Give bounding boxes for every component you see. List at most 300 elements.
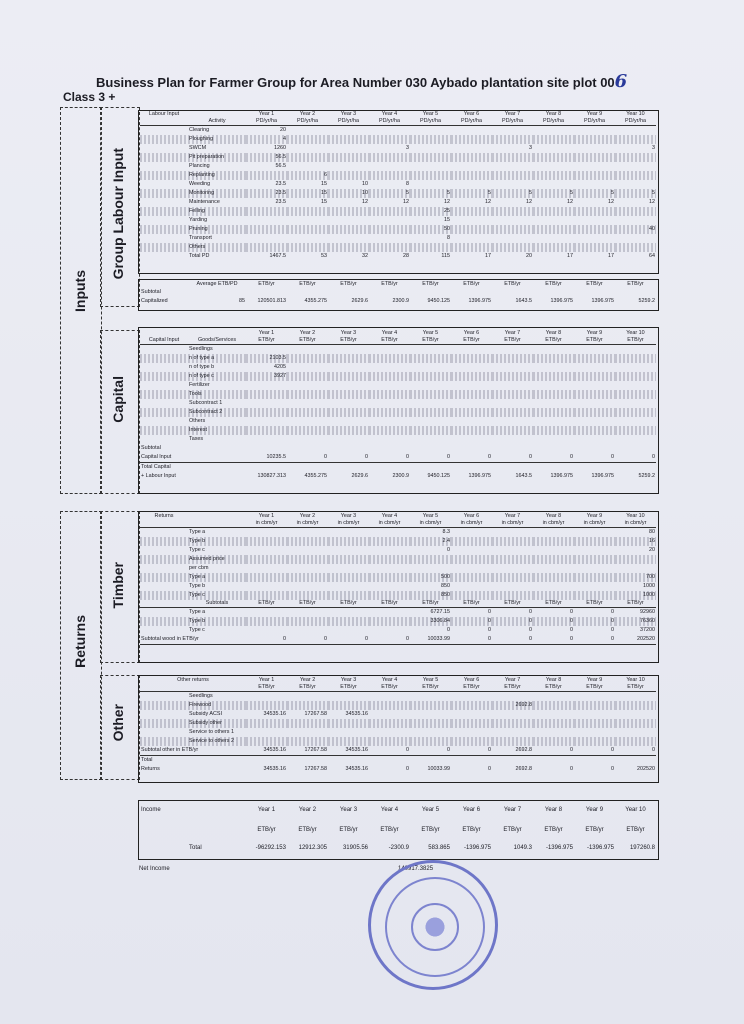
- unit-header: ETB/yr: [492, 337, 533, 345]
- unit-header: in cbm/yr: [615, 520, 656, 528]
- unit-header: ETB/yr: [369, 684, 410, 692]
- unit-header: in cbm/yr: [410, 520, 451, 528]
- value-cell: 10: [328, 189, 369, 198]
- year-header: Year 7: [503, 806, 522, 813]
- value-cell: 6: [287, 171, 328, 180]
- total-cell: 1396.975: [591, 473, 614, 479]
- value-cell: 20: [280, 127, 286, 133]
- table-row: [140, 435, 656, 444]
- row-label: Replanting: [188, 171, 246, 180]
- value-cell: [328, 135, 369, 144]
- value-cell: 17: [567, 253, 573, 259]
- value-cell: [533, 234, 574, 243]
- value-cell: [369, 701, 410, 710]
- value-cell: [451, 354, 492, 363]
- unit-header: PD/yr/ha: [615, 118, 656, 126]
- value-cell: [574, 537, 615, 546]
- value-cell: [246, 399, 287, 408]
- table-row: [140, 701, 656, 710]
- value-cell: [451, 363, 492, 372]
- value-cell: [410, 408, 451, 417]
- table-row: [140, 372, 656, 381]
- unit-header: PD/yr/ha: [246, 118, 287, 126]
- unit-header: ETB/yr: [574, 337, 615, 345]
- value-cell: [533, 243, 574, 252]
- income-table: [140, 803, 656, 853]
- value-cell: [287, 617, 328, 626]
- value-cell: [328, 417, 369, 426]
- year-header: Year 5: [422, 677, 439, 683]
- subtotal-cell: 10235.5: [246, 453, 287, 463]
- value-cell: [287, 692, 328, 702]
- year-header: Year 3: [340, 330, 357, 336]
- unit-header: PD/yr/ha: [492, 118, 533, 126]
- value-cell: [451, 417, 492, 426]
- timber-table: [140, 513, 656, 645]
- value-cell: [574, 528, 615, 538]
- value-cell: [533, 216, 574, 225]
- subtotal-cell: 0: [615, 746, 656, 756]
- row-label: SWCM: [189, 145, 207, 151]
- unit-header: in cbm/yr: [451, 520, 492, 528]
- year-header: Year 3: [340, 513, 357, 519]
- value-cell: [328, 555, 369, 564]
- value-cell: 0: [529, 609, 532, 615]
- value-cell: 64: [649, 253, 655, 259]
- value-cell: [246, 381, 287, 390]
- value-cell: [328, 171, 369, 180]
- value-cell: [369, 162, 410, 171]
- value-cell: [369, 135, 410, 144]
- value-cell: [410, 417, 451, 426]
- year-header: Year 8: [545, 513, 562, 519]
- value-cell: [410, 243, 451, 252]
- year-header: Year 7: [504, 330, 521, 336]
- total-cell: 34535.16: [345, 766, 369, 772]
- value-cell: 0: [488, 609, 491, 615]
- value-cell: [246, 216, 287, 225]
- value-cell: [287, 372, 328, 381]
- year-header: Year 7: [504, 677, 521, 683]
- table-row: [140, 171, 656, 180]
- value-cell: [492, 354, 533, 363]
- value-cell: [574, 207, 615, 216]
- value-cell: [410, 692, 451, 702]
- year-header: Year 3: [340, 677, 357, 683]
- value-cell: [369, 564, 410, 573]
- value-cell: [369, 426, 410, 435]
- row-label: Tools: [188, 390, 246, 399]
- table-row: [140, 399, 656, 408]
- returns-total-label: Returns: [141, 766, 160, 772]
- subtotal-cell: 2692.8: [492, 746, 533, 756]
- value-cell: 15: [444, 217, 450, 223]
- row-label: Others: [188, 243, 246, 252]
- subtotal-cell: 10033.99: [410, 635, 451, 645]
- value-cell: [451, 135, 492, 144]
- value-cell: [492, 381, 533, 390]
- value-cell: [574, 573, 615, 582]
- value-cell: 4: [246, 135, 287, 144]
- value-cell: [615, 372, 656, 381]
- value-cell: [410, 171, 451, 180]
- value-cell: [246, 537, 287, 546]
- subtotal-cell: 0: [533, 635, 574, 645]
- value-cell: [410, 162, 451, 171]
- value-cell: [492, 582, 533, 591]
- income-cell: 197260.8: [629, 845, 655, 851]
- value-cell: [492, 153, 533, 162]
- unit-header: in cbm/yr: [246, 520, 287, 528]
- value-cell: 15: [321, 199, 327, 205]
- unit-header: ETB/yr: [381, 281, 398, 287]
- value-cell: [246, 207, 287, 216]
- subtotal-cell: 0: [615, 453, 656, 463]
- row-label: Service to others 2: [188, 737, 246, 746]
- unit-header: ETB/yr: [287, 337, 328, 345]
- value-cell: [533, 710, 574, 719]
- value-cell: [246, 417, 287, 426]
- unit-header: ETB/yr: [328, 684, 369, 692]
- value-cell: [533, 426, 574, 435]
- table-row: [140, 180, 656, 189]
- value-cell: [328, 390, 369, 399]
- subtotal-cell: 0: [287, 635, 328, 645]
- unit-header: ETB/yr: [246, 600, 287, 608]
- value-cell: 0: [447, 547, 450, 553]
- value-cell: [574, 234, 615, 243]
- avg-etb-value: 85: [239, 298, 245, 304]
- value-cell: [574, 564, 615, 573]
- value-cell: [246, 728, 287, 737]
- year-header: Year 10: [626, 111, 645, 117]
- value-cell: [410, 710, 451, 719]
- value-cell: [451, 390, 492, 399]
- table-row: [140, 144, 656, 153]
- year-header: Year 6: [462, 806, 481, 813]
- labour-subtotal-table: [140, 281, 656, 306]
- value-cell: [574, 381, 615, 390]
- value-cell: 12: [485, 199, 491, 205]
- value-cell: [533, 546, 574, 555]
- total-cell: 34535.16: [263, 766, 287, 772]
- unit-header: PD/yr/ha: [369, 118, 410, 126]
- table-row: [140, 216, 656, 225]
- value-cell: [369, 728, 410, 737]
- value-cell: [369, 216, 410, 225]
- value-cell: [533, 135, 574, 144]
- value-cell: [533, 435, 574, 444]
- value-cell: [287, 354, 328, 363]
- value-cell: [615, 126, 656, 136]
- subtotal-cell: 1396.975: [468, 298, 491, 304]
- total-cell: 4355.275: [304, 473, 327, 479]
- value-cell: [533, 582, 574, 591]
- row-label: Maintenance: [189, 199, 220, 205]
- value-cell: 32: [362, 253, 368, 259]
- subtotal-cell: 0: [328, 453, 369, 463]
- unit-header: ETB/yr: [615, 337, 656, 345]
- value-cell: [328, 537, 369, 546]
- value-cell: [451, 171, 492, 180]
- value-cell: [410, 728, 451, 737]
- subtotal-cell: 1643.5: [515, 298, 532, 304]
- value-cell: [615, 354, 656, 363]
- year-header: Year 7: [504, 111, 521, 117]
- value-cell: [287, 608, 328, 618]
- value-cell: [533, 207, 574, 216]
- table-row: [140, 153, 656, 162]
- value-cell: 115: [441, 253, 450, 259]
- value-cell: [369, 243, 410, 252]
- value-cell: [615, 216, 656, 225]
- unit-header: ETB/yr: [615, 600, 656, 608]
- table-row: [140, 381, 656, 390]
- year-header: Year 2: [299, 111, 316, 117]
- value-cell: [533, 728, 574, 737]
- value-cell: [410, 435, 451, 444]
- subtotal-cell: 0: [287, 453, 328, 463]
- value-cell: [246, 345, 287, 355]
- subtotal-cell: 0: [328, 635, 369, 645]
- value-cell: [287, 564, 328, 573]
- value-cell: [451, 153, 492, 162]
- unit-header: PD/yr/ha: [451, 118, 492, 126]
- value-cell: [328, 617, 369, 626]
- value-cell: [574, 243, 615, 252]
- value-cell: [492, 591, 533, 600]
- row-label: Plancing: [189, 163, 210, 169]
- year-header: Year 5: [421, 806, 440, 813]
- value-cell: 5: [369, 189, 410, 198]
- value-cell: 37200: [640, 627, 655, 633]
- table-row: [140, 390, 656, 399]
- unit-header: ETB/yr: [574, 684, 615, 692]
- table-row: [140, 710, 656, 719]
- subtotal-cell: 34535.16: [246, 746, 287, 756]
- value-cell: [574, 710, 615, 719]
- value-cell: [615, 435, 656, 444]
- row-label: Subcontract 1: [189, 400, 223, 406]
- value-cell: [574, 692, 615, 702]
- value-cell: [574, 354, 615, 363]
- value-cell: 28: [403, 253, 409, 259]
- value-cell: [492, 737, 533, 746]
- value-cell: [615, 555, 656, 564]
- value-cell: 1467.5: [269, 253, 286, 259]
- year-header: Year 1: [258, 330, 275, 336]
- value-cell: [287, 528, 328, 538]
- unit-header: ETB/yr: [287, 684, 328, 692]
- value-cell: 0: [611, 627, 614, 633]
- value-cell: [574, 555, 615, 564]
- value-cell: [328, 162, 369, 171]
- value-cell: 80: [649, 529, 655, 535]
- table-row: [140, 408, 656, 417]
- value-cell: [410, 719, 451, 728]
- row-label: Subcontract 2: [188, 408, 246, 417]
- year-header: Year 4: [381, 513, 398, 519]
- value-cell: [533, 564, 574, 573]
- income-cell: -1396.975: [586, 845, 614, 851]
- value-cell: [615, 207, 656, 216]
- value-cell: [410, 426, 451, 435]
- total-cell: 202520: [637, 766, 656, 772]
- value-cell: [328, 728, 369, 737]
- value-cell: [451, 555, 492, 564]
- value-cell: [369, 692, 410, 702]
- value-cell: [328, 573, 369, 582]
- value-cell: [615, 180, 656, 189]
- value-cell: 2.4: [410, 537, 451, 546]
- value-cell: [451, 408, 492, 417]
- plus-labour-label: + Labour Input: [141, 473, 176, 479]
- value-cell: [533, 737, 574, 746]
- value-cell: [574, 582, 615, 591]
- value-cell: [533, 555, 574, 564]
- unit-header: PD/yr/ha: [287, 118, 328, 126]
- unit-header: ETB/yr: [258, 281, 275, 287]
- total-cell: 1396.975: [468, 473, 491, 479]
- table-row: [140, 555, 656, 564]
- income-cell: 12912.305: [298, 845, 327, 851]
- value-cell: 500: [410, 573, 451, 582]
- income-cell: -1396.975: [463, 845, 491, 851]
- row-label: Monitoring: [188, 189, 246, 198]
- value-cell: [492, 555, 533, 564]
- table-row: [140, 537, 656, 546]
- row-label: Yarding: [189, 217, 208, 223]
- unit-header: ETB/yr: [339, 827, 358, 833]
- value-cell: [533, 180, 574, 189]
- year-header: Year 8: [545, 111, 562, 117]
- value-cell: [246, 573, 287, 582]
- value-cell: [615, 408, 656, 417]
- value-cell: 700: [615, 573, 656, 582]
- table-row: [140, 737, 656, 746]
- labour-corner: Labour Input: [148, 111, 180, 117]
- value-cell: 0: [447, 627, 450, 633]
- handwritten-plot-number: 6: [614, 71, 628, 92]
- value-cell: [246, 225, 287, 234]
- subtotal-cell: 2629.6: [351, 298, 368, 304]
- value-cell: [574, 372, 615, 381]
- value-cell: [287, 207, 328, 216]
- value-cell: [369, 737, 410, 746]
- value-cell: 12: [608, 199, 614, 205]
- table-row: [140, 243, 656, 252]
- unit-header: ETB/yr: [328, 337, 369, 345]
- year-header: Year 6: [463, 111, 480, 117]
- value-cell: [574, 225, 615, 234]
- value-cell: [615, 390, 656, 399]
- value-cell: [492, 426, 533, 435]
- row-label: Assumed price: [188, 555, 246, 564]
- value-cell: [533, 381, 574, 390]
- table-row: [140, 617, 656, 626]
- value-cell: [451, 381, 492, 390]
- unit-header: ETB/yr: [544, 827, 563, 833]
- value-cell: 3: [406, 145, 409, 151]
- other-returns-corner: Other returns: [177, 677, 209, 683]
- value-cell: [328, 564, 369, 573]
- unit-header: ETB/yr: [421, 827, 440, 833]
- value-cell: 0: [533, 617, 574, 626]
- year-header: Year 9: [586, 111, 603, 117]
- value-cell: [246, 582, 287, 591]
- subtotal-cell: 0: [574, 746, 615, 756]
- unit-header: in cbm/yr: [328, 520, 369, 528]
- value-cell: [328, 737, 369, 746]
- row-label: Pit preparation: [188, 153, 246, 162]
- value-cell: [246, 171, 287, 180]
- unit-header: ETB/yr: [627, 281, 644, 287]
- unit-header: in cbm/yr: [574, 520, 615, 528]
- value-cell: [369, 381, 410, 390]
- value-cell: [328, 608, 369, 618]
- value-cell: [492, 207, 533, 216]
- table-row: [140, 564, 656, 573]
- income-total-label: Total: [189, 845, 202, 851]
- value-cell: [492, 216, 533, 225]
- year-header: Year 7: [504, 513, 521, 519]
- row-label: Type b: [189, 583, 206, 589]
- value-cell: [287, 701, 328, 710]
- value-cell: [328, 225, 369, 234]
- value-cell: [492, 234, 533, 243]
- value-cell: [328, 363, 369, 372]
- value-cell: 17: [485, 253, 491, 259]
- value-cell: 1000: [643, 583, 655, 589]
- value-cell: [246, 719, 287, 728]
- value-cell: [492, 728, 533, 737]
- value-cell: 3927: [246, 372, 287, 381]
- value-cell: 4205: [274, 364, 286, 370]
- value-cell: [451, 582, 492, 591]
- row-label: n of type c: [188, 372, 246, 381]
- row-label: Subsidy ACSI: [189, 711, 222, 717]
- value-cell: 92960: [640, 609, 655, 615]
- total-cell: 0: [406, 766, 410, 772]
- subtotal-cell: 0: [574, 453, 615, 463]
- value-cell: [451, 345, 492, 355]
- value-cell: [328, 591, 369, 600]
- value-cell: [533, 719, 574, 728]
- value-cell: [451, 216, 492, 225]
- value-cell: [369, 417, 410, 426]
- year-header: Year 1: [258, 111, 275, 117]
- value-cell: [328, 546, 369, 555]
- value-cell: [615, 171, 656, 180]
- unit-header: PD/yr/ha: [574, 118, 615, 126]
- value-cell: 12: [526, 199, 532, 205]
- value-cell: [451, 537, 492, 546]
- value-cell: 2692.8: [492, 701, 533, 710]
- unit-header: ETB/yr: [299, 281, 316, 287]
- value-cell: [287, 234, 328, 243]
- year-header: Year 2: [299, 677, 316, 683]
- table-row: [140, 207, 656, 216]
- value-cell: [287, 546, 328, 555]
- value-cell: [328, 243, 369, 252]
- value-cell: [369, 363, 410, 372]
- total-cell: 1396.975: [550, 473, 573, 479]
- value-cell: 15: [321, 181, 327, 187]
- value-cell: [369, 546, 410, 555]
- value-cell: [287, 719, 328, 728]
- value-cell: [287, 225, 328, 234]
- value-cell: [615, 153, 656, 162]
